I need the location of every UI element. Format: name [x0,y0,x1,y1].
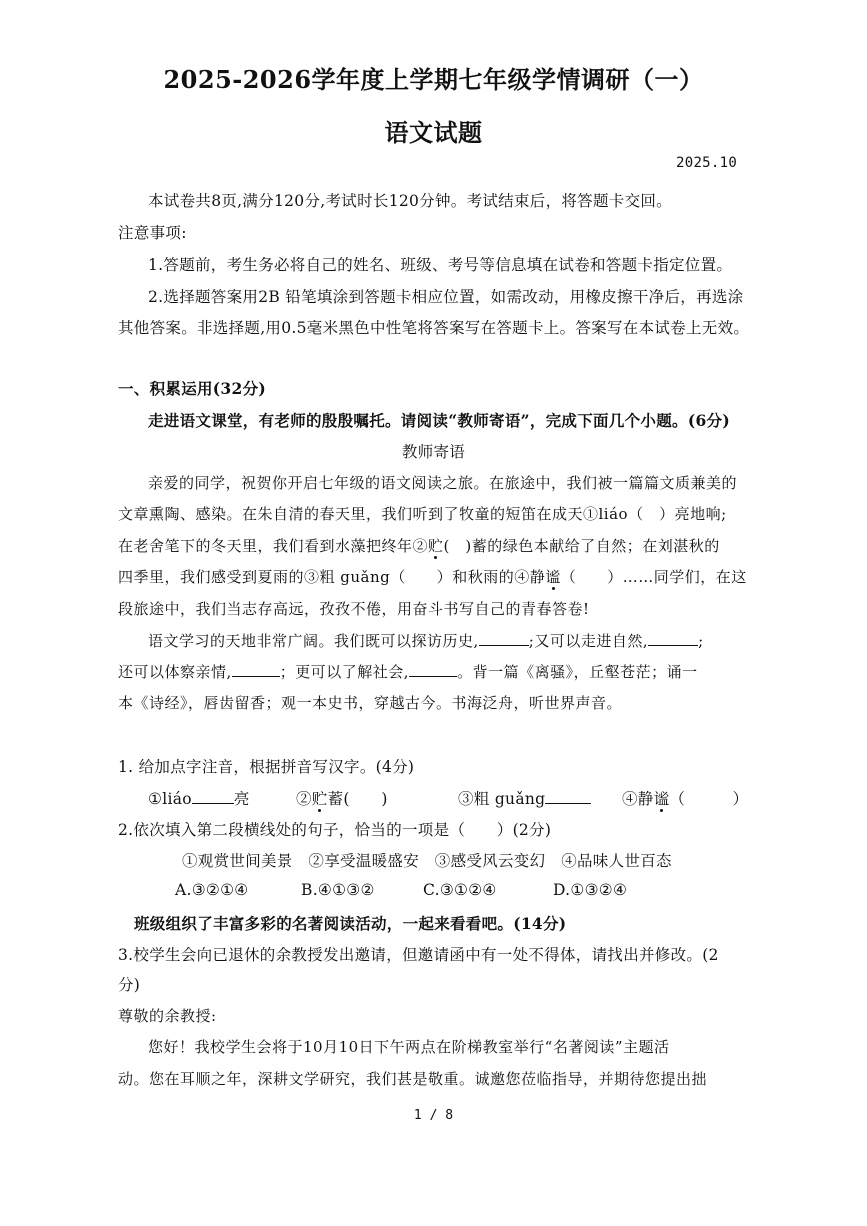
passage-p2-line-1: 语文学习的天地非常广阔。我们既可以探访历史, ;又可以走进自然, ; [148,632,704,650]
fill-blank[interactable] [192,803,234,804]
question-3-line-2: 分) [118,976,141,994]
dotted-char: 谧 [653,790,670,808]
question-1: 1. 给加点字注音，根据拼音写汉字。(4分) [118,758,415,776]
intro-text: 本试卷共8页,满分120分,考试时长120分钟。考试结束后，将答题卡交回。 [148,192,672,210]
q2-option-d[interactable]: D.①③②④ [553,881,628,899]
passage-p1-line-2: 文章熏陶、感染。在朱自清的春天里，我们听到了牧童的短笛在成天①liáo（ ）亮地响; [118,505,727,523]
passage-title: 教师寄语 [401,443,466,461]
passage-p1-line-4: 四季里，我们感受到夏雨的③粗 guǎng（ ）和秋雨的④静谧（ ）……同学们，在这 [118,568,747,586]
q2-items: ①观赏世间美景 ②享受温暖盛安 ③感受风云变幻 ④品味人世百态 [182,852,672,870]
q1-option-2: ②贮蓄( ) [296,790,388,808]
page-number: 1 / 8 [413,1108,454,1123]
q1-option-3: ③粗 guǎng [458,787,591,809]
q1-option-4: ④静谧（ ） [622,790,749,808]
passage-p2-line-2: 还可以体察亲情, ；更可以了解社会, 。背一篇《离骚》，丘壑苍茫；诵一 [118,663,698,681]
section-b-intro: 班级组织了丰富多彩的名著阅读活动，一起来看看吧。(14分) [134,914,567,933]
passage-p1-line-1: 亲爱的同学，祝贺你开启七年级的语文阅读之旅。在旅途中，我们被一篇篇文质兼美的 [148,474,738,492]
exam-date: 2025.10 [676,155,738,171]
q2-option-a[interactable]: A.③②①④ [175,881,249,899]
passage-p2-line-3: 本《诗经》，唇齿留香；观一本史书，穿越古今。书海泛舟，听世界声音。 [118,694,623,712]
notice-item-2a: 2.选择题答案用2B 铅笔填涂到答题卡相应位置，如需改动，用橡皮擦干净后，再选涂 [148,288,744,306]
letter-greeting: 尊敬的余教授: [118,1007,217,1025]
passage-p1-line-3: 在老舍笔下的冬天里，我们看到水藻把终年②贮( )蓄的绿色本献给了自然；在刘湛秋的 [118,537,720,555]
question-3-line-1: 3.校学生会向已退休的余教授发出邀请，但邀请函中有一处不得体，请找出并修改。(2 [118,946,719,964]
section-1-heading: 一、积累运用(32分) [118,379,267,398]
passage-p1-line-5: 段旅途中，我们当志存高远，孜孜不倦，用奋斗书写自己的青春答卷! [118,600,590,618]
q2-option-b[interactable]: B.④①③② [301,881,375,899]
fill-blank[interactable] [479,645,529,646]
dotted-char: 谧 [545,568,561,586]
fill-blank[interactable] [409,676,457,677]
fill-blank[interactable] [545,803,591,804]
section-1-intro: 走进语文课堂，有老师的殷殷嘱托。请阅读“教师寄语”，完成下面几个小题。(6分) [148,411,730,430]
notice-item-1: 1.答题前，考生务必将自己的姓名、班级、考号等信息填在试卷和答题卡指定位置。 [148,256,733,274]
q2-option-c[interactable]: C.③①②④ [423,881,497,899]
exam-title: 2025-2026学年度上学期七年级学情调研（一） [163,65,704,94]
letter-line-1: 您好！我校学生会将于10月10日下午两点在阶梯教室举行“名著阅读”主题活 [148,1038,670,1056]
question-2: 2.依次填入第二段横线处的句子，恰当的一项是（ ）(2分) [118,821,552,839]
letter-line-2: 动。您在耳顺之年，深耕文学研究，我们甚是敬重。诚邀您莅临指导，并期待您提出拙 [118,1070,708,1088]
notice-heading: 注意事项: [118,224,187,242]
q1-option-1: ①liáo 亮 [148,790,250,808]
notice-item-2b: 其他答案。非选择题,用0.5毫米黑色中性笔将答案写在答题卡上。答案写在本试卷上无效。 [118,319,750,337]
fill-blank[interactable] [232,676,280,677]
dotted-char: 贮 [428,537,444,555]
dotted-char: 贮 [311,790,328,808]
fill-blank[interactable] [648,645,698,646]
exam-subtitle: 语文试题 [384,118,483,147]
